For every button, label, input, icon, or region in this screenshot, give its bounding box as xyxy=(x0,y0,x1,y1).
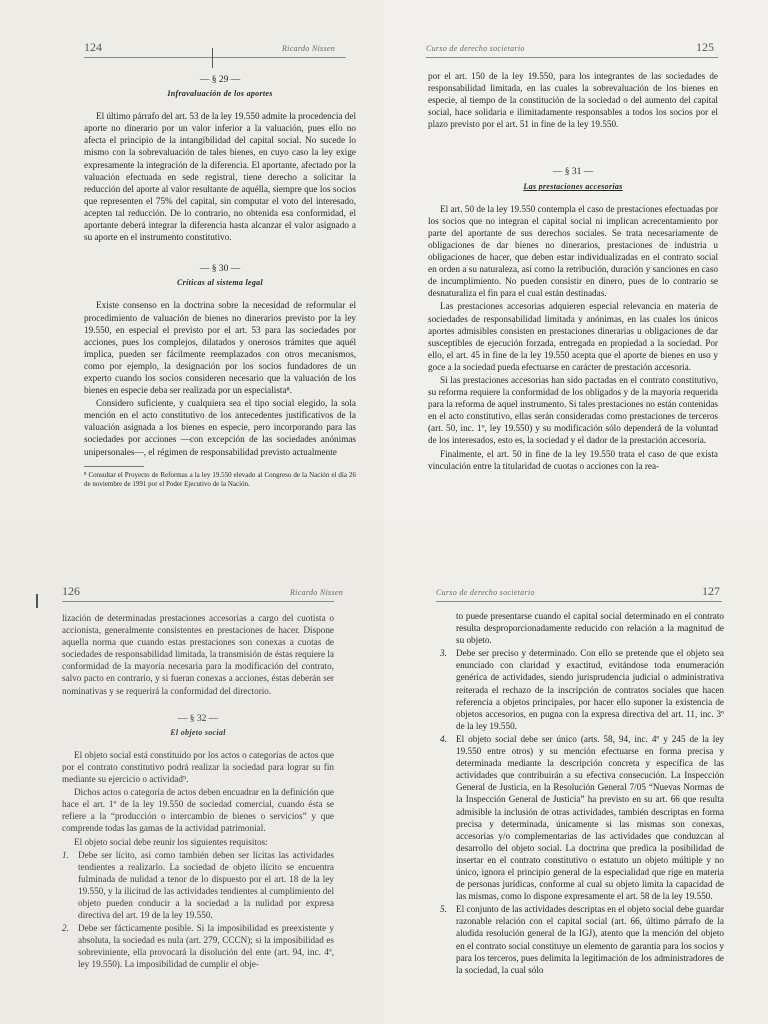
text-column xyxy=(84,64,356,489)
text-column xyxy=(62,612,334,972)
section-title: El objeto social xyxy=(170,727,226,737)
page-number: 126 xyxy=(62,584,80,598)
page-number: 127 xyxy=(702,584,720,598)
list-item: 4. El objeto social debe ser único (arts. 58, 94, inc. 4º y 245 de la ley 19.550 entre otros) y su mención efectuarse en forma precisa y determinada mediante la descripción concreta y específica de las actividades que contribuirán a su efectiva consecución. La Inspección General de Justicia, en la Resolución General 7/05 “Nuevas Normas de la Inspección General de Justicia” ha previsto en su art. 66 que resulta admisible la inclusión de otras actividades, también descriptas en forma precisa y determinada, únicamente si las mismas son conexas, accesorias y/o complementarias de las actividades que conduzcan al desarrollo del objeto social. La doctrina que predica la posibilidad de insertar en el contrato constitutivo o estatuto un objeto múltiple y no único, ignora el principio general de la especialidad que rige en materia de personas jurídicas, conforme al cual su objeto limita la capacidad de las mismas, como lo dispone expresamente el art. 58 de la ley 19.550. xyxy=(440,733,724,902)
page-number: 124 xyxy=(84,40,102,54)
running-head: Ricardo Nissen xyxy=(290,588,344,597)
running-head: Curso de derecho societario xyxy=(436,588,535,597)
section-title: Críticas al sistema legal xyxy=(177,278,263,288)
text-column xyxy=(440,610,724,977)
header-rule xyxy=(436,601,722,602)
paragraph: El objeto social debe reunir los siguientes requisitos: xyxy=(74,836,268,847)
list-item: 3. Debe ser preciso y determinado. Con ello se pretende que el objeto sea enunciado con claridad y exactitud, evitándose toda enumeración genérica de actividades, siendo jurisprudencia judicial o administrativa reiterada el rechazo de la inscripción de contratos sociales que hacen referencia a objetos principales, por hacer ello suponer la existencia de objetos accesorios, en pugna con la expresa directiva del art. 11, inc. 3º de la ley 19.550. xyxy=(440,648,724,731)
section-number: — § 31 — xyxy=(552,167,594,178)
page-126 xyxy=(0,522,384,1024)
running-head: Curso de derecho societario xyxy=(426,44,525,53)
paragraph: Considero suficiente, y cualquiera sea el tipo social elegido, la sola mención en el acto constitutivo de los antecedentes justificativos de la valuación asignada a los bienes en especie, pero incorporando para las sociedades por acciones —con excepción de las sociedades anónimas unipersonales—, el régimen de responsabilidad previsto actualmente xyxy=(84,398,356,457)
list-item: 5. El conjunto de las actividades descriptas en el objeto social debe guardar razonable relación con el capital social (art. 66, último párrafo de la aludida resolución general de la IGJ), atento que la mención del objeto en el contrato social constituye un elemento de garantía para los socios y para los terceros, pues delimita la legitimación de los administradores de la sociedad, la cual sólo xyxy=(440,904,724,975)
paragraph: El último párrafo del art. 53 de la ley 19.550 admite la procedencia del aporte no dinerario por un valor inferior a la valuación, pues ello no afecta el principio de la intangibilidad del capital social. No sucede lo mismo con la sobrevaluación de tales bienes, en cuyo caso la ley exige expresamente la integración de la diferencia. El aportante, afectado por la valuación efectuada en sede registral, tiene derecho a solicitar la reducción del aporte al valor resultante de aquélla, siempre que los socios que representen el 75% del capital, sin computar el voto del interesado, acepten tal reducción. De lo contrario, no obtenida esa conformidad, el aportante deberá integrar la diferencia hasta alcanzar el valor asignado a su aporte en el instrumento constitutivo. xyxy=(84,111,356,243)
paragraph: Si las prestaciones accesorias han sido pactadas en el contrato constitutivo, su reforma requiere la conformidad de los obligados y de la mayoría requerida para la reforma de aquel instrumento. Si tales prestaciones no están contenidas en el acto constitutivo, ellas serán consideradas como prestaciones de terceros (art. 50, inc. 1º, ley 19.550) y su modificación sólo dependerá de la voluntad de los interesados, esto es, la sociedad y el dador de la prestación accesoria. xyxy=(428,374,718,446)
section-number: — § 32 — xyxy=(177,713,219,724)
paragraph: Existe consenso en la doctrina sobre la necesidad de reformular el procedimiento de valuación de bienes no dinerarios previsto por la ley 19.550, en especial el previsto por el art. 53 para las sociedades por acciones, pues los complejos, dilatados y onerosos trámites que aquél implica, pueden ser fácilmente reemplazados con otros mecanismos, como por ejemplo, la designación por los socios fundadores de un experto cuando los socios consideren necesario que la valuación de los bienes en especie deba ser realizada por un especialista⁸. xyxy=(84,300,356,396)
page-127 xyxy=(384,522,768,1024)
paragraph: por el art. 150 de la ley 19.550, para los integrantes de las sociedades de responsabilidad limitada, en las cuales la sobrevaluación de los bienes en especie, al tiempo de la constitución de la sociedad o del aumento del capital social, hace solidaria e ilimitadamente responsables a todos los socios por el plazo previsto por el art. 51 in fine de la ley 19.550. xyxy=(428,71,718,130)
running-head: Ricardo Nissen xyxy=(282,44,336,53)
paragraph: El art. 50 de la ley 19.550 contempla el caso de prestaciones efectuadas por los socios que no integran el capital social ni implican acrecentamiento por parte del aportante de sus derechos sociales. Se trata necesariamente de obligaciones de dar bienes no dinerarios, prestaciones de industria u obligaciones de hacer, que deben estar individualizadas en el contrato social en orden a su naturaleza, así como la retribución, duración y sanciones en caso de incumplimiento. No pueden consistir en dinero, pues de lo contrario se desnaturaliza el fin para el cual están destinadas. xyxy=(428,203,718,299)
paragraph: El objeto social está constituido por los actos o categorías de actos que por el contrato constitutivo podrá realizar la sociedad para lograr su fin mediante su ejercicio o actividad⁹. xyxy=(62,749,334,785)
paragraph: Las prestaciones accesorias adquieren especial relevancia en materia de sociedades de responsabilidad limitada y anónimas, en las cuales los únicos aportes admisibles consisten en prestaciones dinerarias u obligaciones de dar susceptibles de ejecución forzada, entregada en propiedad a la sociedad. Por ello, el art. 45 in fine de la ley 19.550 acepta que el aporte de bienes en uso y goce a la sociedad pueda efectuarse en carácter de prestación accesoria. xyxy=(428,301,718,372)
footnote-rule xyxy=(84,466,144,467)
page-number: 125 xyxy=(696,40,714,54)
section-title: Las prestaciones accesorias xyxy=(523,181,623,191)
section-title: Infravaluación de los aportes xyxy=(167,89,273,99)
header-rule xyxy=(426,57,718,58)
requirements-list xyxy=(440,647,724,976)
section-number: — § 30 — xyxy=(199,264,241,275)
header-rule xyxy=(84,57,346,58)
header-rule xyxy=(62,601,334,602)
page-124 xyxy=(0,0,384,522)
text-column xyxy=(428,70,718,473)
section-number: — § 29 — xyxy=(199,75,241,85)
paragraph: to puede presentarse cuando el capital social determinado en el contrato resulta desproporcionadamente reducido con relación a la magnitud de su objeto. xyxy=(456,611,724,646)
requirements-list xyxy=(62,849,334,971)
paragraph: lización de determinadas prestaciones accesorias a cargo del cuotista o accionista, generalmente consistentes en prestaciones de hacer. Dispone aquella norma que cuando estas prestaciones son conexas a cuotas de sociedades de responsabilidad limitada, la transmisión de éstas requiere la conformidad de la mayoría necesaria para la modificación del contrato, salvo pacto en contrario, y si fueran conexas a acciones, éstas deberán ser nominativas y se requerirá la conformidad del directorio. xyxy=(62,613,334,696)
list-item: 1. Debe ser lícito, así como también deben ser lícitas las actividades tendientes a realizarlo. La sociedad de objeto ilícito se encuentra fulminada de nulidad a tenor de lo dispuesto por el art. 18 de la ley 19.550, y la ilicitud de las actividades tendientes al cumplimiento del objeto pueden conducir a la sociedad a la nulidad por expresa directiva del art. 19 de la ley 19.550. xyxy=(62,849,334,921)
footnote: ⁸ Consultar el Proyecto de Reformas a la ley 19.550 elevado al Congreso de la Nación el día 26 de noviembre de 1991 por el Poder Ejecutivo de la Nación. xyxy=(84,470,356,488)
list-item: 2. Debe ser fácticamente posible. Si la imposibilidad es preexistente y absoluta, la sociedad es nula (art. 279, CCCN); si la imposibilidad es sobreviniente, ella provocará la disolución del ente (art. 94, inc. 4º, ley 19.550). La imposibilidad de cumplir el obje- xyxy=(62,923,334,970)
page-125 xyxy=(384,0,768,522)
paragraph: Finalmente, el art. 50 in fine de la ley 19.550 trata el caso de que exista vinculación entre la titularidad de cuotas o acciones con la rea- xyxy=(428,448,718,471)
scan-mark xyxy=(36,594,38,608)
paragraph: Dichos actos o categoría de actos deben encuadrar en la definición que hace el art. 1º de la ley 19.550 de sociedad comercial, cuando ésta se refiere a la “producción o intercambio de bienes o servicios” y que comprende todas las gamas de la actividad patrimonial. xyxy=(62,787,334,834)
